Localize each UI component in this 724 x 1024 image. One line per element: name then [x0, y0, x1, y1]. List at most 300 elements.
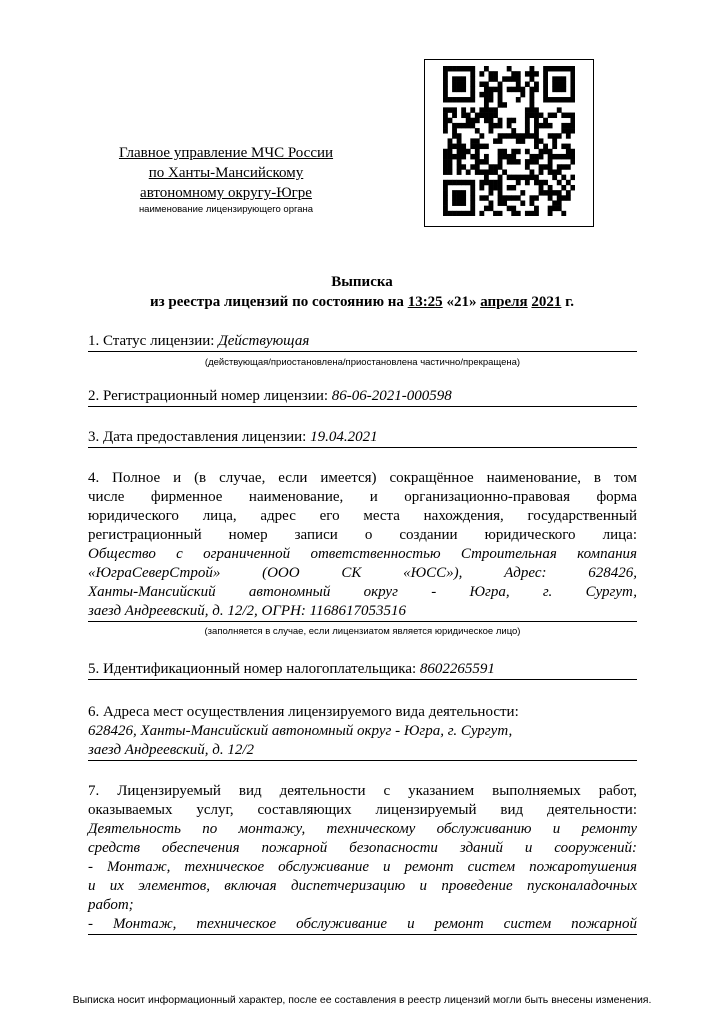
qr-module — [502, 133, 507, 138]
qr-module — [552, 200, 557, 205]
qr-module — [452, 190, 457, 195]
license-status — [88, 332, 637, 352]
qr-module — [543, 123, 548, 128]
qr-module — [543, 66, 548, 71]
qr-module — [516, 211, 521, 216]
qr-module — [475, 138, 480, 143]
qr-module — [461, 149, 466, 154]
qr-module — [539, 190, 544, 195]
qr-module — [529, 154, 534, 159]
qr-module — [566, 128, 571, 133]
qr-module — [529, 97, 534, 102]
qr-module — [466, 123, 471, 128]
qr-module — [475, 118, 480, 123]
taxpayer-id-label: 5. Идентификационный номер налогоплательщика: — [88, 661, 420, 677]
qr-module — [548, 149, 553, 154]
qr-module — [570, 97, 575, 102]
activity-address-line — [88, 741, 637, 761]
qr-module — [557, 169, 562, 174]
qr-module — [457, 190, 462, 195]
qr-module — [561, 66, 566, 71]
qr-module — [548, 123, 553, 128]
qr-module — [457, 200, 462, 205]
qr-module — [570, 92, 575, 97]
activity-addresses — [88, 703, 637, 761]
document-title: Выписка — [331, 274, 393, 290]
qr-module — [548, 159, 553, 164]
qr-module — [475, 154, 480, 159]
qr-module — [498, 164, 503, 169]
qr-module — [507, 66, 512, 71]
qr-module — [570, 87, 575, 92]
qr-module — [443, 113, 448, 118]
qr-module — [443, 211, 448, 216]
qr-module — [493, 123, 498, 128]
qr-code-icon — [424, 59, 594, 227]
qr-module — [479, 82, 484, 87]
qr-module — [529, 169, 534, 174]
qr-module — [470, 76, 475, 81]
qr-module — [543, 144, 548, 149]
authority-line-1: Главное управление МЧС России — [118, 145, 334, 161]
qr-module — [557, 133, 562, 138]
document-subtitle — [0, 294, 724, 311]
qr-module — [484, 97, 489, 102]
organization-value-text: Ханты-Мансийский автономный округ - Югра, г. Сургут, — [88, 584, 637, 600]
qr-module — [570, 113, 575, 118]
qr-module — [479, 169, 484, 174]
qr-module — [470, 118, 475, 123]
qr-module — [566, 66, 571, 71]
qr-module — [520, 92, 525, 97]
subtitle-month: апреля — [480, 294, 528, 310]
qr-module — [534, 206, 539, 211]
qr-module — [493, 138, 498, 143]
qr-module — [502, 149, 507, 154]
qr-module — [489, 190, 494, 195]
qr-module — [511, 71, 516, 76]
qr-module — [498, 159, 503, 164]
qr-module — [448, 144, 453, 149]
qr-module — [516, 133, 521, 138]
qr-module — [484, 113, 489, 118]
qr-module — [461, 66, 466, 71]
qr-module — [498, 154, 503, 159]
qr-module — [484, 175, 489, 180]
qr-module — [443, 87, 448, 92]
qr-module — [470, 97, 475, 102]
activity-value-text: - Монтаж, техническое обслуживание и ремонт систем пожарной — [88, 916, 637, 932]
qr-module — [493, 71, 498, 76]
qr-module — [457, 169, 462, 174]
qr-module — [516, 149, 521, 154]
qr-module — [461, 87, 466, 92]
qr-module — [457, 211, 462, 216]
qr-module — [552, 175, 557, 180]
qr-module — [466, 169, 471, 174]
qr-module — [466, 113, 471, 118]
qr-module — [470, 107, 475, 112]
qr-module — [539, 149, 544, 154]
qr-module — [561, 185, 566, 190]
qr-module — [498, 190, 503, 195]
qr-module — [511, 76, 516, 81]
qr-module — [552, 154, 557, 159]
qr-module — [466, 211, 471, 216]
qr-module — [529, 76, 534, 81]
qr-module — [566, 190, 571, 195]
qr-module — [548, 97, 553, 102]
qr-module — [525, 164, 530, 169]
license-date-value: 19.04.2021 — [310, 429, 378, 445]
qr-module — [529, 102, 534, 107]
qr-module — [457, 144, 462, 149]
qr-module — [452, 144, 457, 149]
qr-module — [489, 206, 494, 211]
activity-text-line: 7. Лицензируемый вид деятельности с указанием выполняемых работ, — [88, 783, 637, 799]
qr-module — [493, 164, 498, 169]
qr-module — [475, 159, 480, 164]
activity-value-line — [88, 877, 637, 896]
qr-module — [443, 164, 448, 169]
licensed-activity — [88, 782, 637, 935]
activity-value-line — [88, 839, 637, 858]
qr-module — [470, 195, 475, 200]
qr-module — [502, 169, 507, 174]
activity-text-line: оказываемых услуг, составляющих лицензируемый вид деятельности: — [88, 802, 637, 818]
qr-module — [484, 107, 489, 112]
qr-module — [461, 164, 466, 169]
qr-module — [520, 200, 525, 205]
qr-module — [452, 76, 457, 81]
qr-module — [570, 154, 575, 159]
qr-module — [493, 87, 498, 92]
qr-module — [511, 185, 516, 190]
qr-module — [507, 123, 512, 128]
qr-module — [570, 128, 575, 133]
qr-module — [516, 87, 521, 92]
qr-module — [489, 71, 494, 76]
qr-module — [507, 154, 512, 159]
qr-module — [443, 180, 448, 185]
qr-module — [543, 190, 548, 195]
qr-module — [489, 128, 494, 133]
qr-module — [570, 118, 575, 123]
qr-module — [561, 144, 566, 149]
qr-module — [452, 180, 457, 185]
qr-module — [470, 190, 475, 195]
qr-module — [516, 71, 521, 76]
activity-value-text: работ; — [88, 897, 134, 913]
qr-module — [493, 107, 498, 112]
qr-module — [534, 195, 539, 200]
qr-module — [470, 164, 475, 169]
qr-module — [475, 164, 480, 169]
qr-module — [443, 97, 448, 102]
qr-module — [534, 87, 539, 92]
qr-module — [479, 211, 484, 216]
qr-module — [443, 123, 448, 128]
qr-module — [539, 154, 544, 159]
registration-number-value: 86-06-2021-000598 — [331, 388, 452, 404]
qr-module — [489, 200, 494, 205]
organization-name — [88, 469, 637, 641]
qr-module — [539, 180, 544, 185]
qr-module — [493, 76, 498, 81]
qr-module — [452, 211, 457, 216]
qr-module — [557, 87, 562, 92]
organization-hint: (заполняется в случае, если лицензиатом является юридическое лицо) — [204, 626, 521, 637]
qr-module — [516, 76, 521, 81]
qr-module — [489, 87, 494, 92]
qr-module — [475, 144, 480, 149]
qr-module — [552, 66, 557, 71]
qr-module — [489, 113, 494, 118]
qr-module — [543, 92, 548, 97]
qr-module — [461, 200, 466, 205]
qr-module — [534, 144, 539, 149]
activity-value-text: средств обеспечения пожарной безопасности зданий и сооружений: — [88, 840, 637, 856]
organization-value-text: Общество с ограниченной ответственностью Строительная компания — [88, 546, 637, 562]
qr-module — [461, 144, 466, 149]
qr-module — [516, 175, 521, 180]
qr-module — [507, 87, 512, 92]
qr-module — [457, 97, 462, 102]
qr-module — [498, 92, 503, 97]
qr-module — [529, 200, 534, 205]
activity-value-text: - Монтаж, техническое обслуживание и ремонт систем пожаротушения — [88, 859, 637, 875]
qr-module — [466, 180, 471, 185]
qr-module — [457, 149, 462, 154]
qr-module — [493, 211, 498, 216]
qr-module — [520, 133, 525, 138]
qr-module — [502, 76, 507, 81]
qr-module — [457, 123, 462, 128]
qr-module — [484, 180, 489, 185]
qr-module — [543, 87, 548, 92]
qr-module — [470, 144, 475, 149]
qr-module — [511, 154, 516, 159]
qr-module — [520, 190, 525, 195]
qr-module — [475, 113, 480, 118]
qr-module — [443, 195, 448, 200]
qr-module — [534, 180, 539, 185]
qr-module — [443, 66, 448, 71]
qr-module — [466, 97, 471, 102]
qr-module — [457, 66, 462, 71]
qr-module — [461, 211, 466, 216]
qr-module — [470, 66, 475, 71]
qr-module — [525, 71, 530, 76]
qr-module — [525, 175, 530, 180]
organization-value-line — [88, 602, 637, 622]
qr-module — [470, 154, 475, 159]
qr-module — [529, 195, 534, 200]
qr-module — [543, 118, 548, 123]
qr-module — [457, 76, 462, 81]
organization-text-line: числе фирменное наименование, и организационно-правовая форма — [88, 489, 637, 505]
qr-module — [470, 82, 475, 87]
qr-module — [511, 87, 516, 92]
authority-caption: наименование лицензирующего органа — [138, 204, 314, 215]
qr-module — [493, 169, 498, 174]
qr-module — [448, 107, 453, 112]
qr-module — [498, 87, 503, 92]
qr-module — [552, 87, 557, 92]
qr-module — [457, 87, 462, 92]
qr-module — [525, 123, 530, 128]
qr-module — [457, 138, 462, 143]
qr-module — [452, 154, 457, 159]
qr-module — [570, 185, 575, 190]
activity-value-line — [88, 820, 637, 839]
qr-module — [479, 113, 484, 118]
qr-module — [534, 159, 539, 164]
subtitle-day: «21» — [446, 294, 477, 310]
qr-module — [470, 180, 475, 185]
qr-module — [534, 211, 539, 216]
qr-module — [443, 92, 448, 97]
qr-module — [475, 128, 480, 133]
qr-module — [484, 206, 489, 211]
qr-module — [489, 118, 494, 123]
qr-module — [461, 107, 466, 112]
qr-module — [448, 66, 453, 71]
organization-value-line — [88, 583, 637, 602]
license-status-label: 1. Статус лицензии: — [88, 333, 219, 349]
qr-module — [566, 144, 571, 149]
qr-module — [461, 76, 466, 81]
qr-module — [452, 113, 457, 118]
qr-module — [539, 123, 544, 128]
organization-value-line — [88, 545, 637, 564]
qr-module — [489, 185, 494, 190]
organization-value-text: «ЮграСеверСтрой» (ООО СК «ЮСС»), Адрес: 628426, — [88, 565, 637, 581]
qr-module — [479, 92, 484, 97]
qr-module — [520, 87, 525, 92]
qr-module — [502, 154, 507, 159]
license-status-value: Действующая — [218, 333, 310, 349]
authority-line-2: по Ханты-Мансийскому — [148, 165, 304, 181]
qr-module — [484, 92, 489, 97]
organization-value-line — [88, 564, 637, 583]
qr-module — [448, 211, 453, 216]
qr-module — [489, 76, 494, 81]
qr-module — [457, 154, 462, 159]
qr-module — [548, 185, 553, 190]
qr-module — [539, 138, 544, 143]
qr-module — [539, 113, 544, 118]
qr-module — [457, 82, 462, 87]
qr-module — [448, 97, 453, 102]
qr-module — [443, 206, 448, 211]
qr-module — [498, 200, 503, 205]
qr-module — [566, 149, 571, 154]
activity-value-line — [88, 915, 637, 935]
qr-module — [566, 123, 571, 128]
qr-module — [470, 92, 475, 97]
qr-module — [466, 149, 471, 154]
qr-module — [529, 92, 534, 97]
qr-module — [452, 82, 457, 87]
qr-module — [561, 154, 566, 159]
qr-module — [516, 180, 521, 185]
qr-module — [443, 190, 448, 195]
activity-addresses-label: 6. Адреса мест осуществления лицензируемого вида деятельности: — [88, 704, 519, 720]
qr-module — [557, 66, 562, 71]
qr-module — [552, 97, 557, 102]
qr-module — [493, 180, 498, 185]
qr-module — [570, 149, 575, 154]
qr-module — [443, 154, 448, 159]
qr-module — [557, 82, 562, 87]
qr-module — [561, 195, 566, 200]
qr-module — [443, 82, 448, 87]
qr-module — [548, 66, 553, 71]
qr-module — [516, 138, 521, 143]
qr-module — [539, 185, 544, 190]
license-date-label: 3. Дата предоставления лицензии: — [88, 429, 311, 445]
qr-module — [452, 123, 457, 128]
qr-module — [448, 149, 453, 154]
qr-module — [507, 206, 512, 211]
qr-module — [511, 149, 516, 154]
qr-module — [502, 102, 507, 107]
qr-module — [561, 211, 566, 216]
qr-module — [452, 87, 457, 92]
qr-module — [461, 154, 466, 159]
qr-module — [461, 82, 466, 87]
activity-address-text: 628426, Ханты-Мансийский автономный округ - Югра, г. Сургут, — [88, 723, 513, 739]
qr-module — [516, 159, 521, 164]
qr-module — [498, 97, 503, 102]
qr-module — [548, 206, 553, 211]
qr-module — [502, 200, 507, 205]
qr-module — [507, 185, 512, 190]
qr-module — [475, 149, 480, 154]
qr-module — [534, 154, 539, 159]
qr-module — [511, 195, 516, 200]
registration-number — [88, 387, 637, 407]
qr-module — [479, 107, 484, 112]
qr-module — [543, 71, 548, 76]
qr-module — [443, 107, 448, 112]
qr-module — [529, 159, 534, 164]
qr-module — [539, 169, 544, 174]
qr-module — [479, 133, 484, 138]
qr-module — [566, 113, 571, 118]
qr-module — [443, 118, 448, 123]
organization-text-line: 4. Полное и (в случае, если имеется) сокращённое наименование, в том — [88, 470, 637, 486]
qr-module — [520, 175, 525, 180]
qr-module — [525, 128, 530, 133]
qr-module — [443, 169, 448, 174]
qr-module — [534, 128, 539, 133]
qr-module — [570, 159, 575, 164]
qr-module — [557, 164, 562, 169]
qr-module — [529, 133, 534, 138]
qr-module — [457, 133, 462, 138]
organization-value-text: заезд Андреевский, д. 12/2, ОГРН: 1168617053516 — [88, 603, 407, 619]
qr-module — [489, 164, 494, 169]
qr-module — [543, 149, 548, 154]
qr-module — [484, 169, 489, 174]
qr-module — [457, 180, 462, 185]
qr-module — [461, 180, 466, 185]
qr-module — [502, 195, 507, 200]
footer-note: Выписка носит информационный характер, после ее составления в реестр лицензий могли быть внесены изменения. — [72, 994, 652, 1006]
qr-module — [511, 128, 516, 133]
